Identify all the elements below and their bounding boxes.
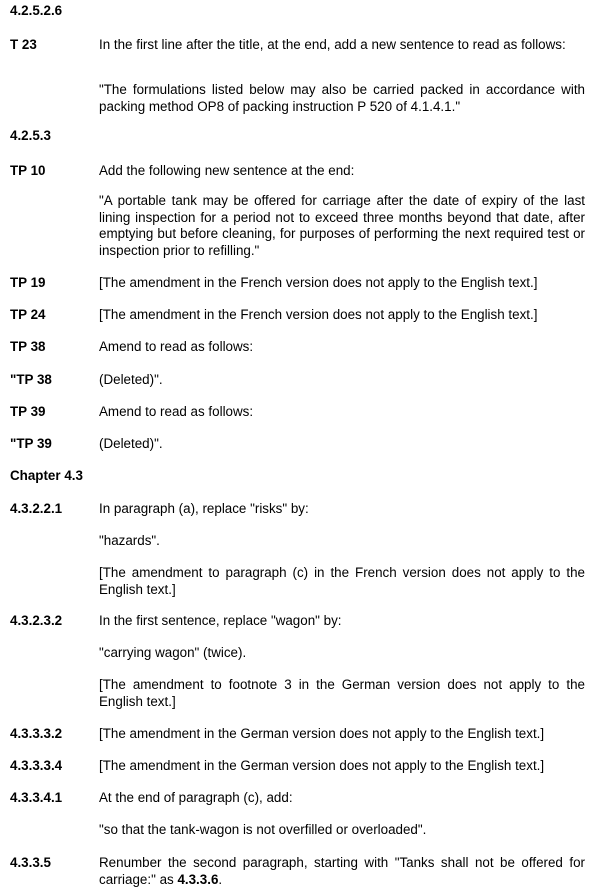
entry-instruction: Add the following new sentence at the end: [99,163,355,178]
entry-code: 4.3.2.2.1 [10,501,63,516]
entry-instruction [99,855,585,888]
entry-instruction: Amend to read as follows: [99,404,254,419]
paragraph-number: 4.3.3.6 [177,871,219,887]
entry-text: [The amendment in the German version does not apply to the English text.] [99,758,545,773]
entry-text: [The amendment in the German version does not apply to the English text.] [99,726,545,741]
entry-instruction-end: . [218,871,223,887]
entry-quote: "A portable tank may be offered for carriage after the date of expiry of the last lining inspection for a period not to exceed three months beyond that date, after emptying but before cleaning, for purposes of performing the next required test or inspection prior to refilling." [99,193,585,258]
entry-code: 4.3.3.3.2 [10,726,63,741]
entry-code: 4.3.3.3.4 [10,758,63,773]
entry-code: TP 39 [10,404,46,419]
entry-code: 4.3.2.3.2 [10,613,63,628]
entry-code: TP 38 [10,339,46,354]
entry-instruction: In paragraph (a), replace "risks" by: [99,501,309,516]
entry-quote: "so that the tank-wagon is not overfilled or overloaded". [99,822,427,837]
entry-instruction-text: Renumber the second paragraph, starting with "Tanks shall not be offered for carriage:" as [99,855,585,887]
entry-text: [The amendment in the French version does not apply to the English text.] [99,275,538,290]
entry-instruction: In the first line after the title, at the end, add a new sentence to read as follows: [99,37,566,52]
entry-instruction: In the first sentence, replace "wagon" by: [99,613,342,628]
entry-code: TP 10 [10,163,46,178]
chapter-heading: Chapter 4.3 [10,468,83,483]
entry-text: (Deleted)". [99,372,163,387]
entry-code: "TP 38 [10,372,52,387]
entry-code: T 23 [10,37,37,52]
entry-note: [The amendment to paragraph (c) in the French version does not apply to the English text.] [99,565,585,597]
entry-code: TP 19 [10,275,46,290]
entry-text: (Deleted)". [99,436,163,451]
entry-quote: "hazards". [99,533,160,548]
entry-instruction: At the end of paragraph (c), add: [99,790,293,805]
entry-note: [The amendment to footnote 3 in the German version does not apply to the English text.] [99,677,585,709]
entry-quote: "carrying wagon" (twice). [99,645,247,660]
entry-text: [The amendment in the French version does not apply to the English text.] [99,307,538,322]
entry-quote: "The formulations listed below may also be carried packed in accordance with packing method OP8 of packing instruction P 520 of 4.1.4.1." [99,82,585,114]
entry-instruction: Amend to read as follows: [99,339,254,354]
entry-code: TP 24 [10,307,46,322]
section-heading: 4.2.5.2.6 [10,3,63,18]
entry-code: "TP 39 [10,436,52,451]
section-heading: 4.2.5.3 [10,128,51,143]
entry-code: 4.3.3.4.1 [10,790,63,805]
entry-code: 4.3.3.5 [10,855,51,870]
